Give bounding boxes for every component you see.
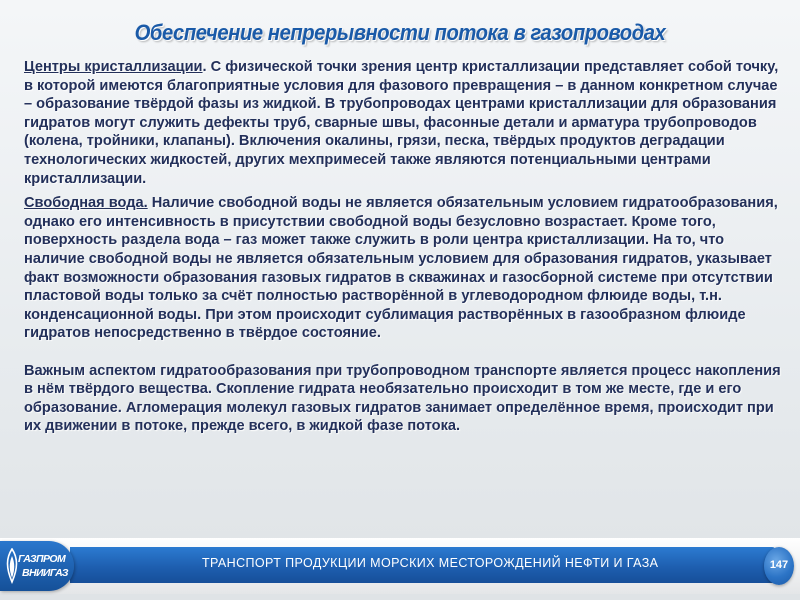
paragraph1-text: . С физической точки зрения центр кристаллизации представляет собой точку, в которой имеются благоприятные условия для фазового превращения – в данном конкретном случае – образование твёрдой фазы из жидкой. В трубопроводах центрами кристаллизации для образования гидратов могут служить дефекты труб, сварные швы, фасонные детали и арматура трубопроводов (колена, тройники, клапаны). Включения окалины, грязи, песка, твёрдых продуктов деградации технологических жидкостей, других мехпримесей также являются потенциальными центрами кристаллизации. — [24, 59, 779, 187]
page-title: Обеспечение непрерывности потока в газопроводах — [134, 20, 666, 45]
paragraph2-text: Наличие свободной воды не является обязательным условием гидратообразования, однако его интенсивность в присутствии свободной воды безусловно возрастает. Кроме того, поверхность раздела вода – газ может также служить в роли центра кристаллизации. На то, что наличие свободной воды не является обязательным условием для образования гидратов, указывает факт возможности образования газовых гидратов в скважинах и газосборной системе при отсутствии пластовой воды только за счёт полностью растворённой в углеводородном флюиде воды, т.н. конденсационной воды. При этом происходит сублимация растворённых в газообразном флюиде гидратов непосредственно в твёрдое состояние. — [24, 195, 778, 342]
company-logo — [0, 541, 74, 591]
term-crystallization-centers: Центры кристаллизации — [24, 59, 203, 75]
paragraph-free-water — [24, 194, 784, 343]
paragraph-accumulation — [24, 362, 784, 436]
page-number: 147 — [769, 559, 789, 571]
logo-text-line1: ГАЗПРОМ — [18, 553, 66, 565]
paragraph-crystallization-centers — [24, 58, 784, 188]
paragraph3-text: Важным аспектом гидратообразования при трубопроводном транспорте является процесс накопления в нём твёрдого вещества. Скопление гидрата необязательно происходит в том же месте, где и его образование. Агломерация молекул газовых гидратов занимает определённое время, происходит при их движении в потоке, прежде всего, в жидкой фазе потока. — [24, 362, 781, 435]
main-content — [24, 58, 784, 436]
footer-caption: ТРАНСПОРТ ПРОДУКЦИИ МОРСКИХ МЕСТОРОЖДЕНИЙ НЕФТИ И ГАЗА — [202, 556, 659, 570]
term-free-water: Свободная вода. — [24, 195, 148, 212]
logo-text-line2: ВНИИГАЗ — [22, 567, 68, 579]
page-number-badge — [764, 547, 794, 585]
